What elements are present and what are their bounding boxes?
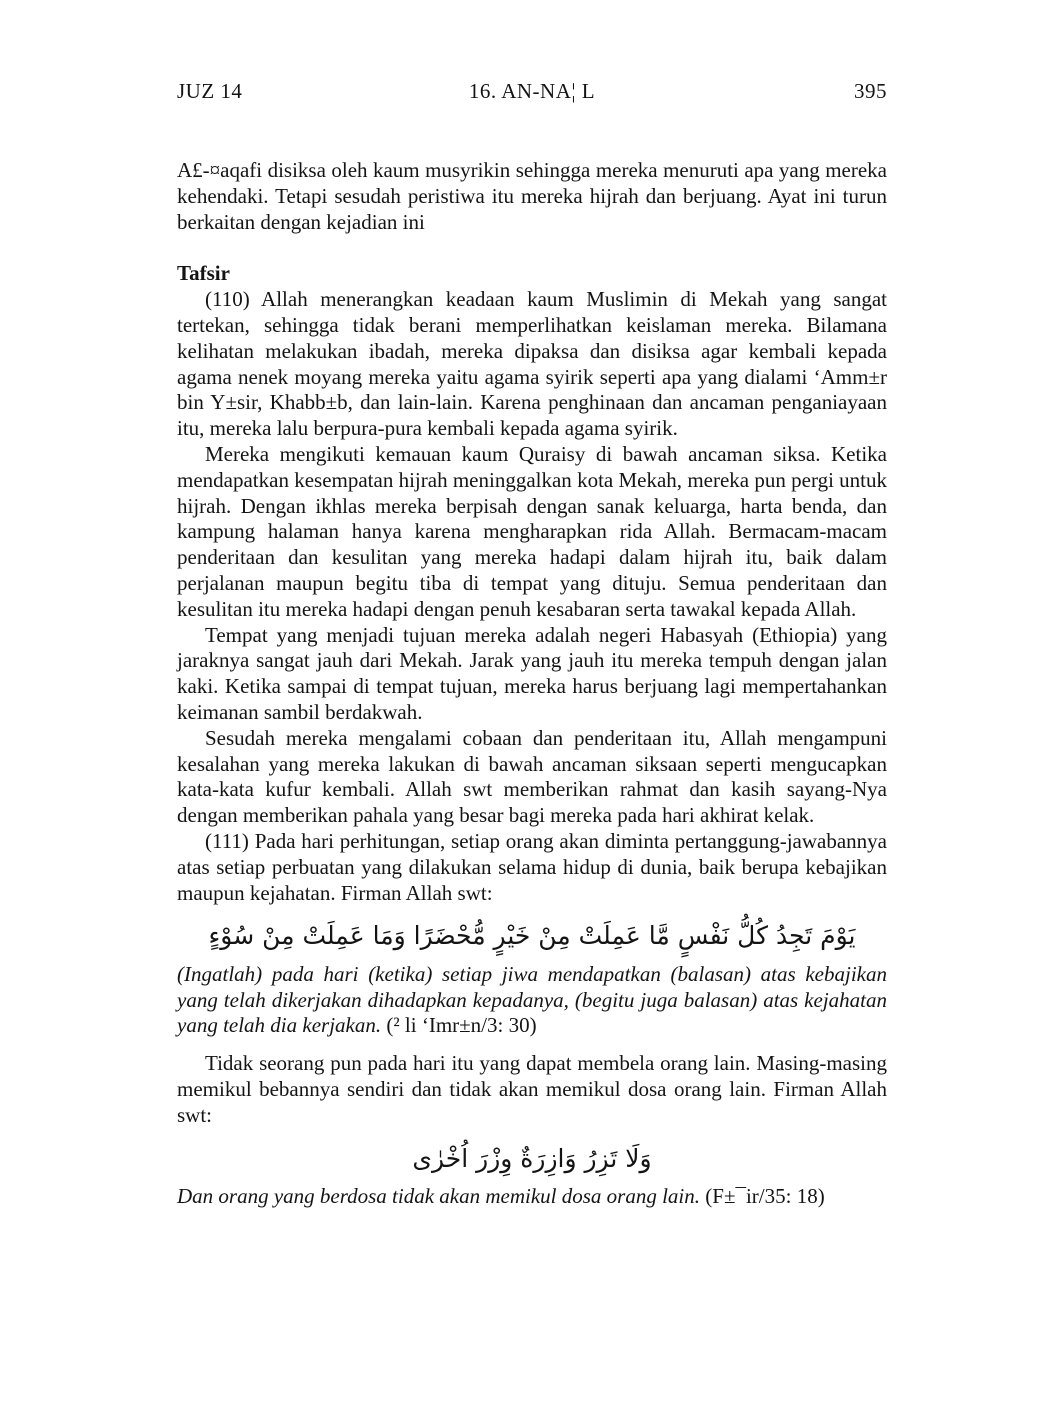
body-paragraph-bebannya: Tidak seorang pun pada hari itu yang dapat membela orang lain. Masing-masing memikul bebannya sendiri dan tidak akan memikul dosa orang lain. Firman Allah swt:	[177, 1051, 887, 1127]
body-paragraph-111: (111) Pada hari perhitungan, setiap orang akan diminta pertanggung-jawabannya atas setiap perbuatan yang dilakukan selama hidup di dunia, baik berupa kebajikan maupun kejahatan. Firman Allah swt:	[177, 828, 887, 905]
verse-translation-ali-imran	[177, 962, 887, 1039]
arabic-verse-fatir: وَلَا تَزِرُ وَازِرَةٌ وِزْرَ اُخْرٰى	[412, 1143, 652, 1173]
page-number: 395	[854, 79, 888, 103]
verse-reference: (F±¯ir/35: 18)	[705, 1184, 825, 1209]
page-body	[177, 158, 887, 1210]
verse-translation-fatir	[177, 1184, 887, 1210]
body-paragraph-hijrah: Mereka mengikuti kemauan kaum Quraisy di bawah ancaman siksa. Ketika mendapatkan kesempatan hijrah meninggalkan kota Mekah, mereka pun pergi untuk hijrah. Dengan ikhlas mereka berpisah dengan sanak keluarga, harta benda, dan kampung halaman hanya karena mengharapkan rida Allah. Bermacam-macam penderitaan dan kesulitan yang mereka hadapi dalam hijrah itu, baik dalam perjalanan maupun begitu tiba di tempat yang dituju. Semua penderitaan dan kesulitan itu mereka hadapi dengan penuh kesabaran serta tawakal kepada Allah.	[177, 441, 887, 621]
verse-translation-text: (Ingatlah) pada hari (ketika) setiap jiwa mendapatkan (balasan) atas kebajikan yang telah dikerjakan dihadapkan kepadanya, (begitu juga balasan) atas kejahatan yang telah dia kerjakan.	[177, 961, 887, 1038]
body-paragraph-habasyah: Tempat yang menjadi tujuan mereka adalah negeri Habasyah (Ethiopia) yang jaraknya sangat jauh dari Mekah. Jarak yang jauh itu mereka tempuh dengan jalan kaki. Ketika sampai di tempat tujuan, mereka harus berjuang lagi mempertahankan keimanan sambil berdakwah.	[177, 622, 887, 724]
body-paragraph-110: (110) Allah menerangkan keadaan kaum Muslimin di Mekah yang sangat tertekan, sehingga tidak berani memperlihatkan keislaman mereka. Bilamana kelihatan melakukan ibadah, mereka dipaksa dan disiksa agar kembali kepada agama nenek moyang mereka yaitu agama syirik seperti apa yang dialami ‘Amm±r bin Y±sir, Khabb±b, dan lain-lain. Karena penghinaan dan ancaman penganiayaan itu, mereka lalu berpura-pura kembali kepada agama syirik.	[177, 287, 887, 441]
surah-title: 16. AN-NA¦ L	[468, 79, 596, 103]
juz-label: JUZ 14	[177, 79, 243, 103]
tafsir-heading: Tafsir	[177, 261, 230, 286]
body-paragraph-ampunan: Sesudah mereka mengalami cobaan dan penderitaan itu, Allah mengampuni kesalahan yang mereka lakukan di bawah ancaman siksaan seperti mengucapkan kata-kata kufur kembali. Allah swt memberikan rahmat dan kasih sayang-Nya dengan memberikan pahala yang besar bagi mereka pada hari akhirat kelak.	[177, 725, 887, 828]
verse-translation-text: Dan orang yang berdosa tidak akan memikul dosa orang lain.	[177, 1184, 701, 1209]
verse-reference: (² li ‘Imr±n/3: 30)	[386, 1013, 537, 1038]
intro-paragraph: A£-¤aqafi disiksa oleh kaum musyrikin sehingga mereka menuruti apa yang mereka kehendaki. Tetapi sesudah peristiwa itu mereka hijrah dan berjuang. Ayat ini turun berkaitan dengan kejadian ini	[177, 158, 887, 234]
arabic-verse-ali-imran: يَوْمَ تَجِدُ كُلُّ نَفْسٍ مَّا عَمِلَتْ مِنْ خَيْرٍ مُّحْضَرًا وَمَا عَمِلَتْ مِنْ سُوْءٍ	[208, 921, 856, 951]
page-header	[177, 78, 887, 104]
